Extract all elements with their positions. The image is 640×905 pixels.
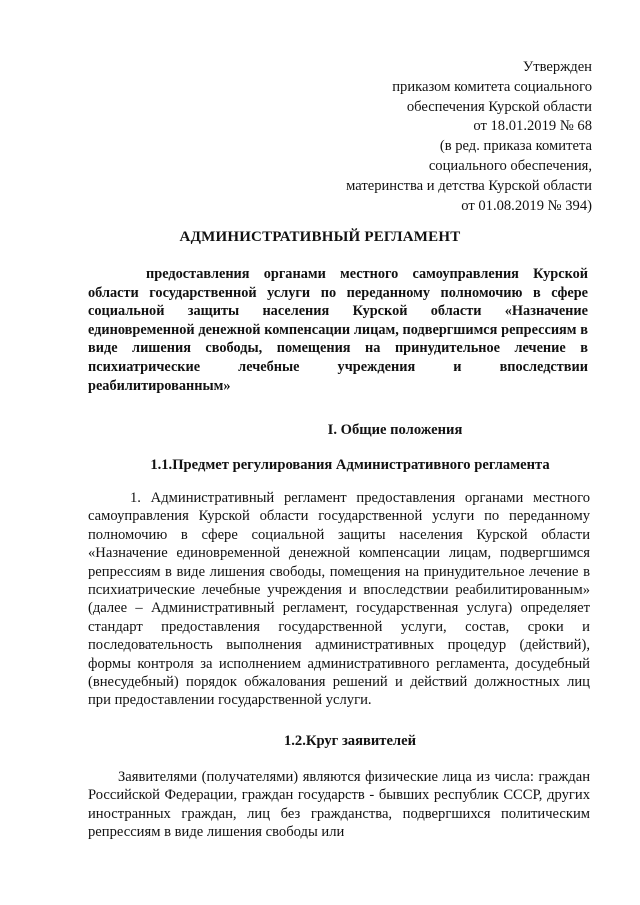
approval-line: от 18.01.2019 № 68 [473,118,592,135]
approval-line: (в ред. приказа комитета [439,138,592,155]
subsection-heading-subject: 1.1.Предмет регулирования Административного регламента [150,457,550,473]
section-heading-general: I. Общие положения [327,422,463,438]
approval-line: социального обеспечения, [428,157,592,174]
paragraph-applicants: Заявителями (получателями) являются физические лица из числа: граждан Российской Федерации, граждан государств - бывших республик СССР, других иностранных граждан, лиц без гражданства, подвергшихся политическим репрессиям в виде лишения свободы или [88,769,590,841]
approval-line: от 01.08.2019 № 394) [461,197,592,214]
paragraph-regulation-subject: 1. Административный регламент предоставления органами местного самоуправления Курской области государственной услуги по переданному полномочию в сфере социальной защиты населения Курской области «Назначение единовременной денежной компенсации лицам, подвергшимся репрессиям в виде лишения свободы, помещения на принудительное лечение в психиатрические лечебные учреждения и впоследствии реабилитированным» (далее – Административный регламент, государственная услуга) определяет стандарт предоставления государственной услуги, состав, сроки и последовательность выполнения административных процедур (действий), формы контроля за исполнением административного регламента, досудебный (внесудебный) порядок обжалования решений и действий должностных лиц при предоставлении государственной услуги. [88,490,590,709]
approval-line: приказом комитета социального [392,78,592,95]
document-title: АДМИНИСТРАТИВНЫЙ РЕГЛАМЕНТ [179,229,461,245]
approval-line: обеспечения Курской области [406,98,592,115]
document-subject: предоставления органами местного самоуправления Курской области государственной услуги по переданному полномочию в сфере социальной защиты населения Курской области «Назначение единовременной денежной компенсации лицам, подвергшимся репрессиям в виде лишения свободы, помещения на принудительное лечение в психиатрические лечебные учреждения и впоследствии реабилитированным» [88,266,588,394]
approval-stamp [346,58,592,216]
subsection-heading-applicants: 1.2.Круг заявителей [283,733,417,749]
approval-line: Утвержден [522,59,592,75]
approval-line: материнства и детства Курской области [346,177,592,194]
